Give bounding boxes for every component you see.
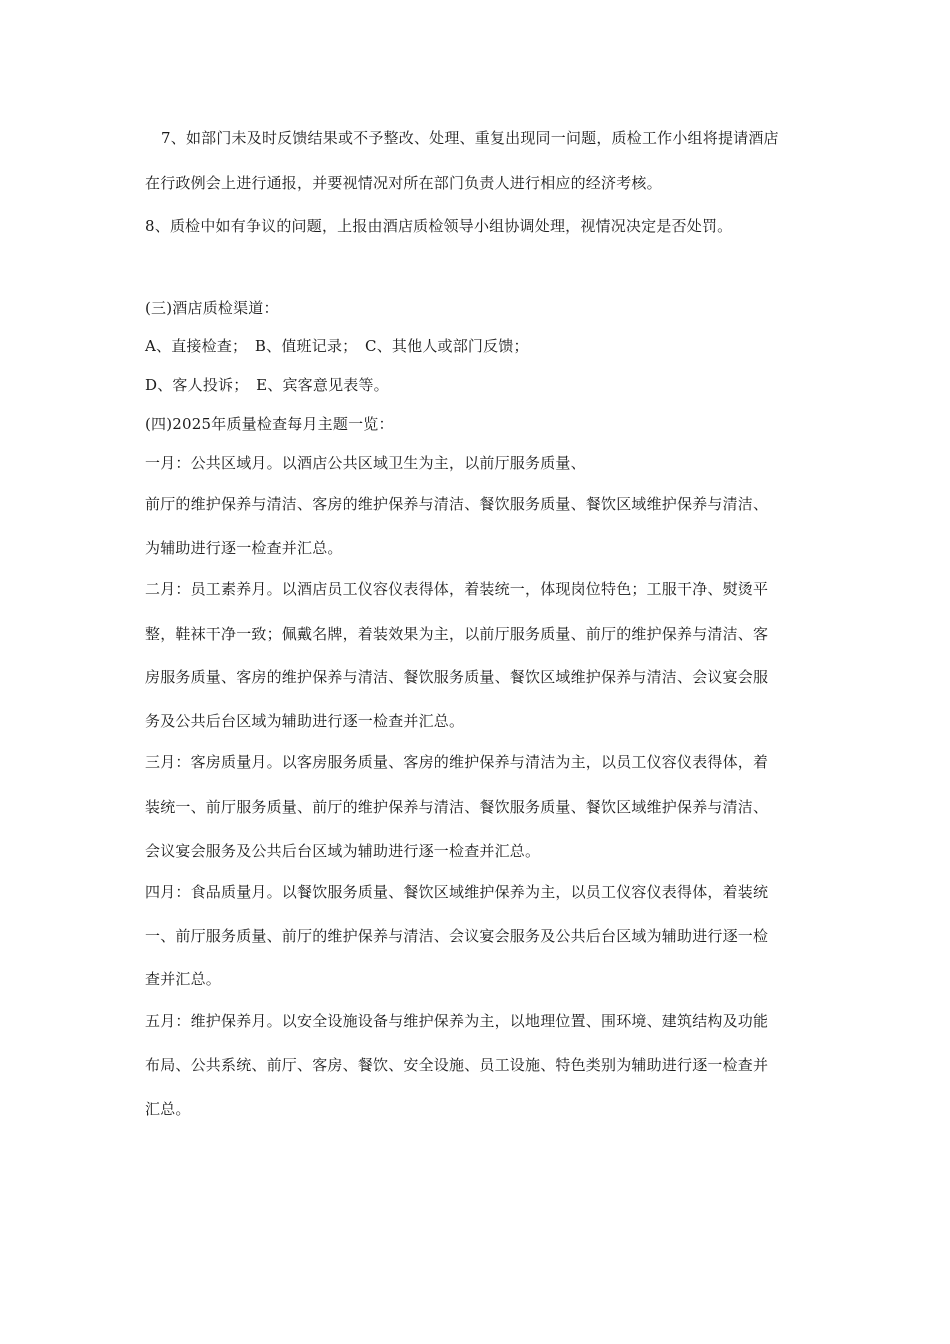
january-line-1: 一月：公共区域月。以酒店公共区域卫生为主，以前厅服务质量、 bbox=[145, 454, 586, 472]
march-line-3: 会议宴会服务及公共后台区域为辅助进行逐一检查并汇总。 bbox=[145, 842, 541, 860]
january-line-3: 为辅助进行逐一检查并汇总。 bbox=[145, 539, 343, 557]
february-line-1: 二月：员工素养月。以酒店员工仪容仪表得体，着装统一，体现岗位特色；工服干净、熨烫平 bbox=[145, 580, 769, 598]
march-line-1: 三月：客房质量月。以客房服务质量、客房的维护保养与清洁为主，以员工仪容仪表得体，着 bbox=[145, 753, 769, 771]
march-line-2: 装统一、前厅服务质量、前厅的维护保养与清洁、餐饮服务质量、餐饮区域维护保养与清洁、 bbox=[145, 798, 769, 816]
may-line-1: 五月：维护保养月。以安全设施设备与维护保养为主，以地理位置、围环境、建筑结构及功能 bbox=[145, 1012, 769, 1030]
february-line-4: 务及公共后台区域为辅助进行逐一检查并汇总。 bbox=[145, 712, 465, 730]
february-line-3: 房服务质量、客房的维护保养与清洁、餐饮服务质量、餐饮区域维护保养与清洁、会议宴会服 bbox=[145, 668, 769, 686]
paragraph-8: 8、质检中如有争议的问题，上报由酒店质检领导小组协调处理，视情况决定是否处罚。 bbox=[145, 217, 733, 235]
channels-line-2: D、客人投诉； E、宾客意见表等。 bbox=[145, 376, 389, 394]
channels-line-1: A、直接检查； B、值班记录； C、其他人或部门反馈； bbox=[145, 337, 529, 355]
january-line-2: 前厅的维护保养与清洁、客房的维护保养与清洁、餐饮服务质量、餐饮区域维护保养与清洁、 bbox=[145, 495, 769, 513]
section-heading-channels: (三)酒店质检渠道： bbox=[145, 299, 279, 317]
paragraph-7-line-1: 7、如部门未及时反馈结果或不予整改、处理、重复出现同一问题，质检工作小组将提请酒店 bbox=[161, 129, 779, 147]
april-line-1: 四月：食品质量月。以餐饮服务质量、餐饮区域维护保养为主，以员工仪容仪表得体，着装统 bbox=[145, 883, 769, 901]
section-heading-monthly-themes: (四)2025年质量检查每月主题一览： bbox=[145, 415, 394, 433]
paragraph-7-line-2: 在行政例会上进行通报，并要视情况对所在部门负责人进行相应的经济考核。 bbox=[145, 174, 662, 192]
april-line-3: 查并汇总。 bbox=[145, 970, 222, 988]
may-line-3: 汇总。 bbox=[145, 1100, 191, 1118]
april-line-2: 一、前厅服务质量、前厅的维护保养与清洁、会议宴会服务及公共后台区域为辅助进行逐一检 bbox=[145, 927, 769, 945]
february-line-2: 整，鞋袜干净一致；佩戴名牌，着装效果为主，以前厅服务质量、前厅的维护保养与清洁、客 bbox=[145, 625, 769, 643]
may-line-2: 布局、公共系统、前厅、客房、餐饮、安全设施、员工设施、特色类别为辅助进行逐一检查并 bbox=[145, 1056, 769, 1074]
